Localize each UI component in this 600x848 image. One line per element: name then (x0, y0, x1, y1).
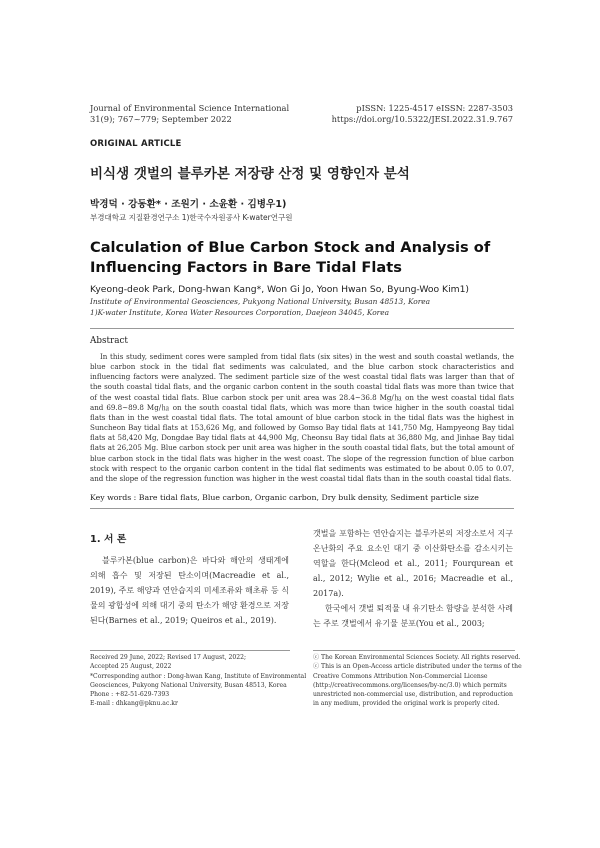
copyright: ⓒ The Korean Environmental Sciences Society. All rights reserved. (313, 654, 521, 661)
section-heading: 1. 서 론 (90, 534, 127, 545)
abstract-heading: Abstract (90, 336, 128, 346)
license-line: unrestricted non-commercial use, distribution, and reproduction (313, 691, 513, 699)
keywords-text: Bare tidal flats, Blue carbon, Organic carbon, Dry bulk density, Sediment particle size (138, 493, 479, 502)
abstract-body (90, 352, 514, 484)
paragraph: 블루카본(blue carbon)은 바다와 해안의 생태계에 의해 흡수 및 저장된 탄소이며(Macreadie et al., 2019), 주로 해양과 연안습지의 미세조류와 해초류 등 식물의 광합성에 의해 대기 중의 탄소가 해양 환경으로 저장된다(Barnes et al., 2019; Queiros et al., 2019). (90, 556, 289, 625)
received-dates: Received 29 June, 2022; Revised 17 August, 2022; (90, 654, 247, 661)
abstract-bottom-rule (90, 508, 514, 509)
paragraph: 한국에서 갯벌 퇴적물 내 유기탄소 함량을 분석한 사례는 주로 갯벌에서 유기물 분포(You et al., 2003; (313, 603, 513, 628)
accepted-date: Accepted 25 August, 2022 (90, 663, 172, 671)
corresponding-author: *Corresponding author : Dong-hwan Kang, Institute of Environmental (90, 672, 307, 680)
article-type: ORIGINAL ARTICLE (90, 139, 182, 149)
english-title: Calculation of Blue Carbon Stock and Analysis of Influencing Factors in Bare Tidal Flats (90, 239, 491, 276)
body-column-left (90, 554, 289, 629)
korean-affiliations: 부경대학교 지질환경연구소 1)한국수자원공사 K-water연구원 (90, 213, 293, 222)
license-line: Creative Commons Attribution Non-Commercial License (313, 672, 488, 680)
korean-authors: 박경덕 · 강동환* · 조원기 · 소윤환 · 김병우1) (90, 199, 287, 210)
email[interactable]: E-mail : dhkang@pknu.ac.kr (90, 700, 178, 708)
journal-header-right (332, 103, 513, 125)
footnote-rule-right (313, 650, 515, 651)
journal-name: Journal of Environmental Science International (90, 103, 290, 113)
footnote-right (313, 653, 522, 709)
keywords-label: Key words : (90, 493, 139, 502)
keywords (90, 493, 479, 502)
journal-issn: pISSN: 1225-4517 eISSN: 2287-3503 (356, 103, 513, 113)
license-line: ⓒ This is an Open-Access article distributed under the terms of the (313, 663, 522, 671)
footnote-rule-left (90, 650, 290, 651)
license-line: in any medium, provided the original work is properly cited. (313, 700, 500, 708)
journal-header-left (90, 103, 289, 125)
phone: Phone : +82-51-629-7393 (90, 691, 170, 699)
corresponding-address: Geosciences, Pukyong National University, Busan 48513, Korea (90, 681, 287, 689)
affiliation-2: 1)K-water Institute, Korea Water Resources Corporation, Daejeon 34045, Korea (90, 308, 389, 317)
abstract-top-rule (90, 328, 514, 329)
license-link[interactable]: (http://creativecommons.org/licenses/by-nc/3.0) which permits (313, 681, 507, 689)
korean-title: 비식생 갯벌의 블루카본 저장량 산정 및 영향인자 분석 (90, 166, 410, 182)
footnote-left (90, 653, 307, 709)
journal-doi[interactable]: https://doi.org/10.5322/JESI.2022.31.9.767 (331, 114, 513, 124)
english-authors: Kyeong-deok Park, Dong-hwan Kang*, Won Gi Jo, Yoon Hwan So, Byung-Woo Kim1) (90, 284, 470, 295)
affiliation-1: Institute of Environmental Geosciences, Pukyong National University, Busan 48513, Korea (90, 297, 431, 306)
journal-issue: 31(9); 767~779; September 2022 (90, 114, 232, 124)
english-affiliations (90, 296, 430, 318)
paragraph: 갯벌을 포함하는 연안습지는 블루카본의 저장소로서 지구온난화의 주요 요소인 대기 중 이산화탄소를 감소시키는 역할을 한다(Mcleod et al., 2011; Fourqurean et al., 2012; Wylie et al., 2016; Macreadie et al., 2017a). (313, 529, 513, 598)
body-column-right (313, 527, 513, 632)
abstract-text: In this study, sediment cores were sampled from tidal flats (six sites) in the west and south coastal wetlands, the blue carbon stock in the tidal flat sediments was calculated, and the blue carbon stock characteristics and influencing factors were analyzed. The sediment particle size of the west coastal tidal flats was larger than that of the south coastal tidal flats, and the organic carbon content in the south coastal tidal flats was more than twice that of the west coastal tidal flats. Blue carbon stock per unit area was 28.4~36.8 Mg/㏊ on the west coastal tidal flats and 69.8~89.8 Mg/㏊ on the south coastal tidal flats, which was more than twice higher in the south coastal tidal flats than in the west coastal tidal flats. The total amount of blue carbon stock in the tidal flats was the highest in Suncheon Bay tidal flats at 153,626 Mg, and followed by Gomso Bay tidal flats at 141,750 Mg, Hampyeong Bay tidal flats at 58,420 Mg, Dongdae Bay tidal flats at 44,900 Mg, Cheonsu Bay tidal flats at 36,880 Mg, and Jinhae Bay tidal flats at 26,205 Mg. Blue carbon stock per unit area was higher in the south coastal tidal flats, but the total amount of blue carbon stock in the tidal flats was higher in the west coast. The slope of the regression function of blue carbon stock with respect to the organic carbon content in the tidal flat sediments was estimated to be about 0.05 to 0.07, and the slope of the regression function was higher in the west coastal tidal flats than in the south coastal tidal flats. (90, 352, 514, 483)
